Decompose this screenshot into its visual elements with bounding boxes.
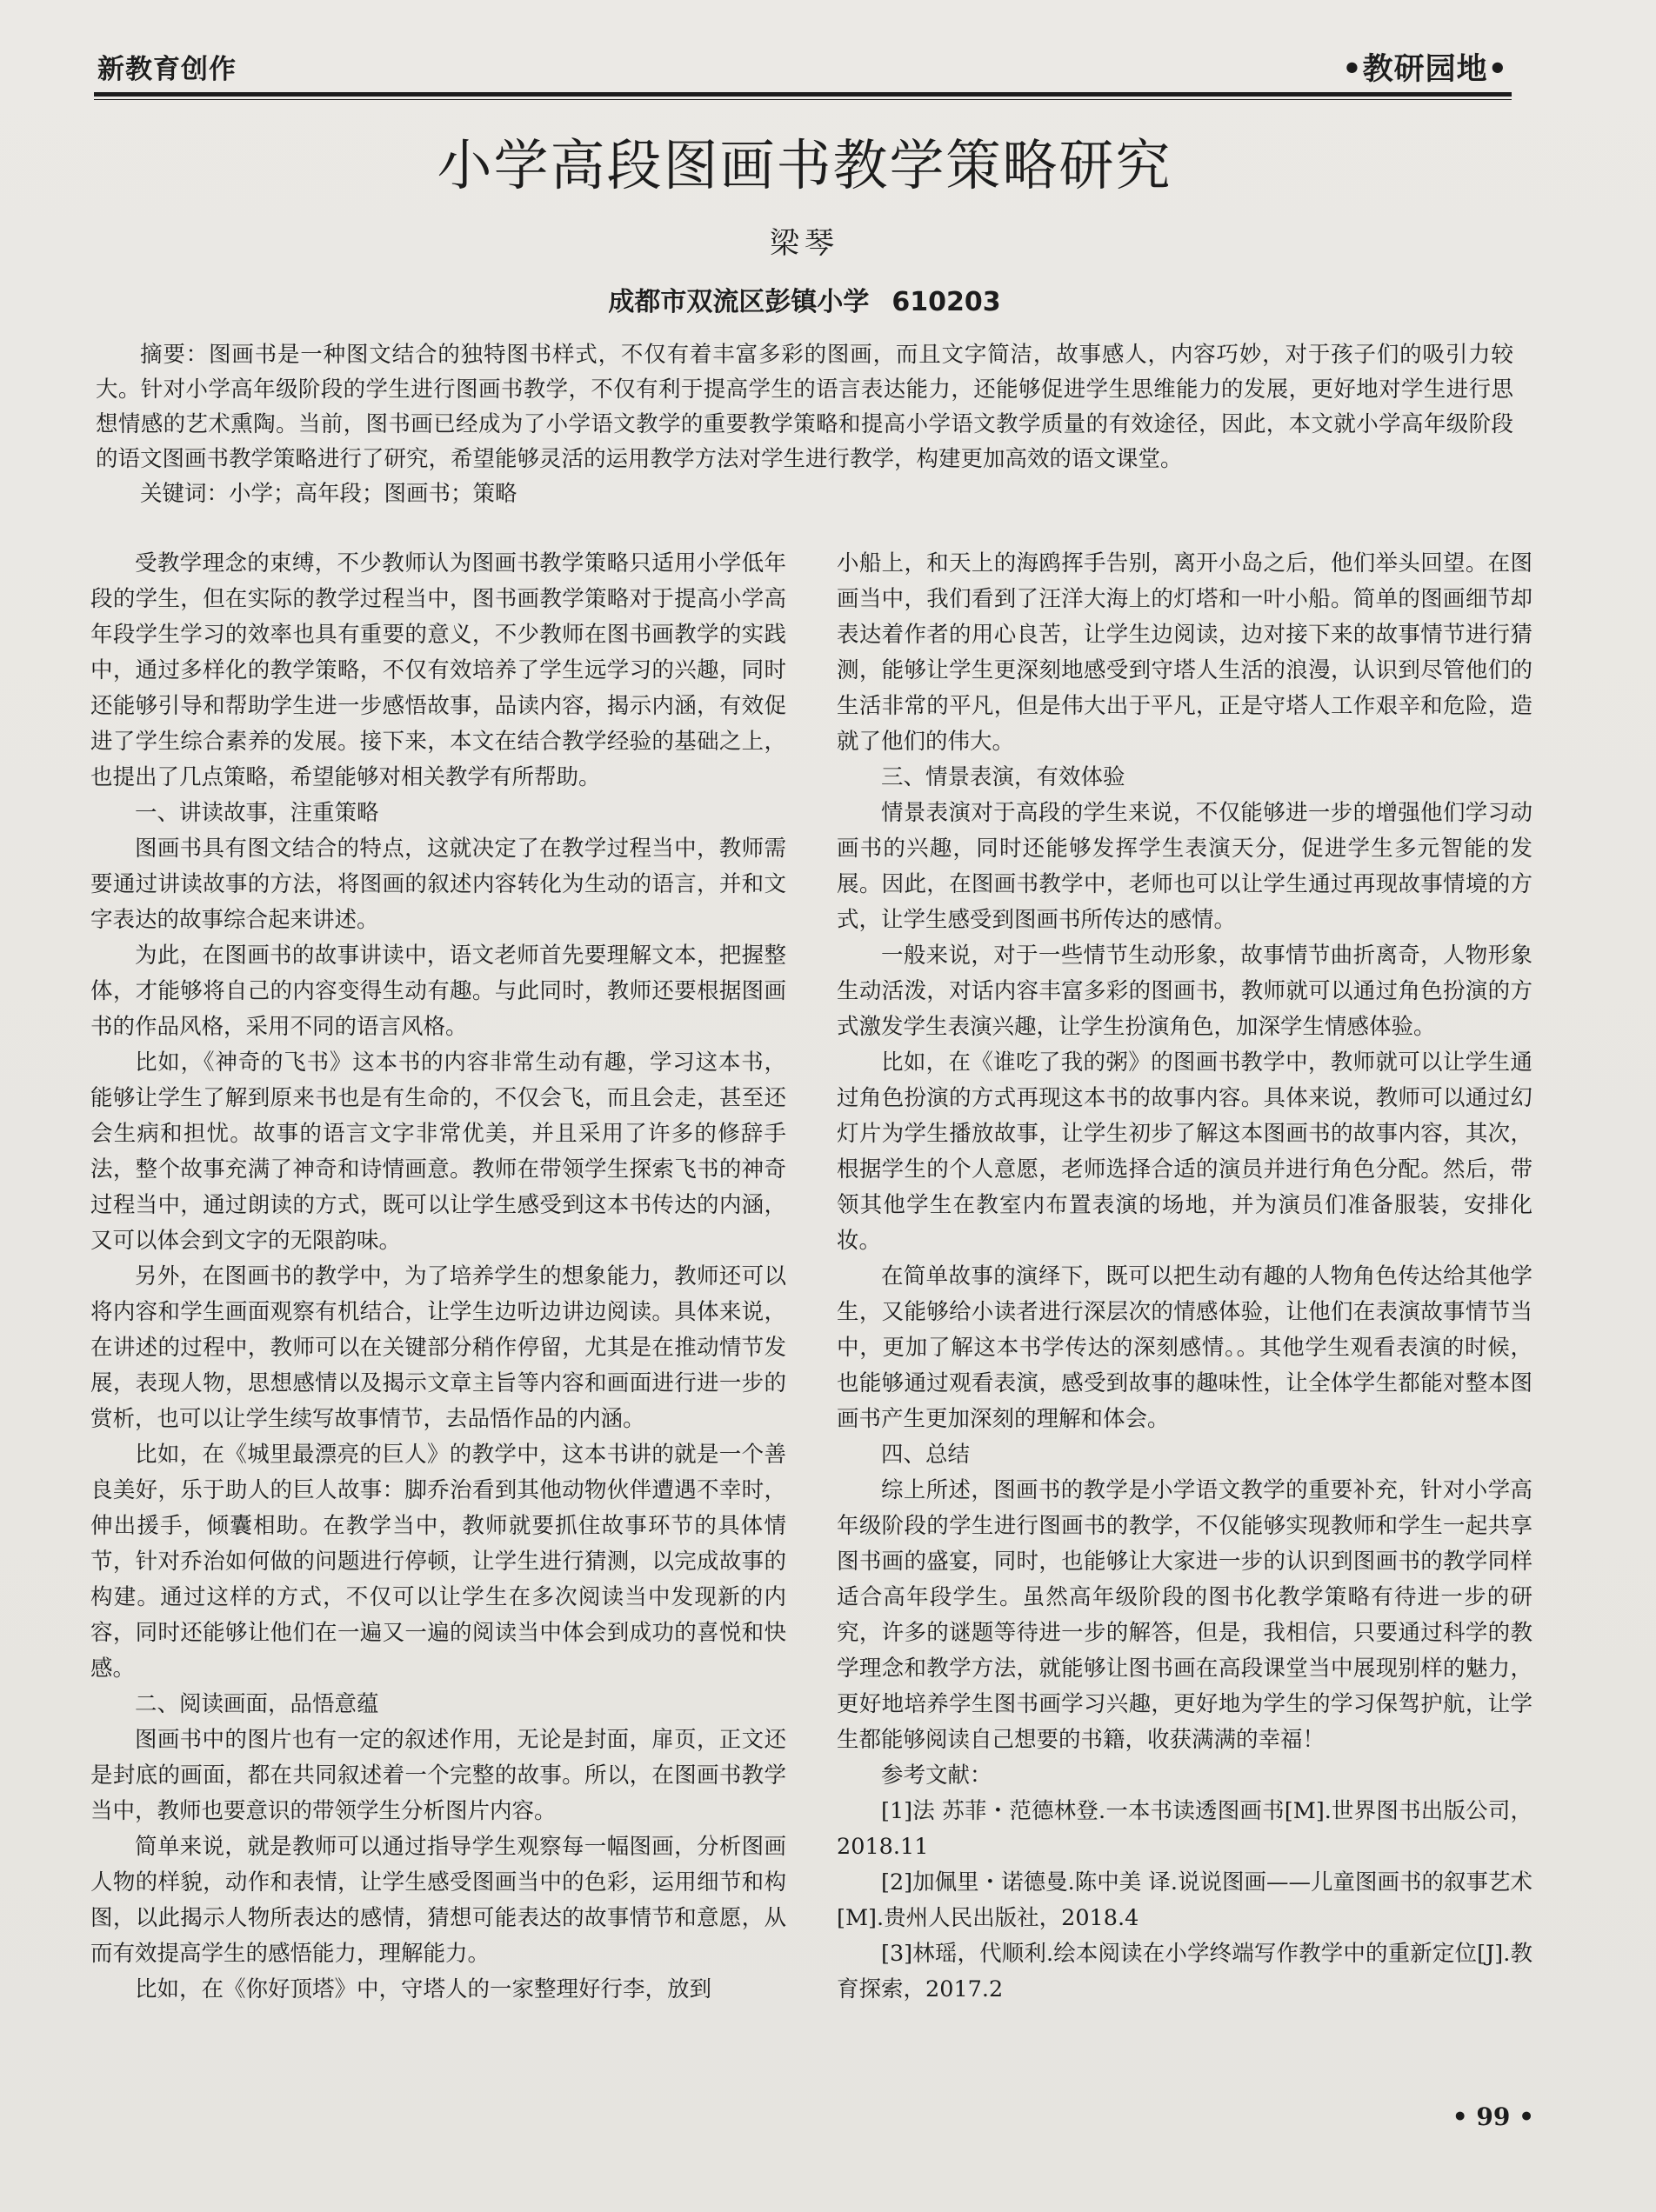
paragraph: 小船上，和天上的海鸥挥手告别，离开小岛之后，他们举头回望。在图画当中，我们看到了汪洋大海上的灯塔和一叶小船。简单的图画细节却表达着作者的用心良苦，让学生边阅读，边对接下来的故事情节进行猜测，能够让学生更深刻地感受到守塔人生活的浪漫，认识到尽管他们的生活非常的平凡，但是伟大出于平凡，正是守塔人工作艰辛和危险，造就了他们的伟大。 <box>837 550 1532 755</box>
header-rule-thick <box>94 92 1512 97</box>
reference-item: [3]林瑶，代顺利.绘本阅读在小学终端写作教学中的重新定位[J].教育探索，2017.2 <box>837 1941 1532 2002</box>
author-name: 梁琴 <box>770 226 839 261</box>
left-column <box>90 546 786 2008</box>
page-number: • 99 • <box>1452 2102 1534 2131</box>
paragraph: 一般来说，对于一些情节生动形象，故事情节曲折离奇，人物形象生动活泼，对话内容丰富多彩的图画书，教师就可以通过角色扮演的方式激发学生表演兴趣，让学生扮演角色，加深学生情感体验。 <box>837 943 1532 1040</box>
paragraph: 在简单故事的演绎下，既可以把生动有趣的人物角色传达给其他学生，又能够给小读者进行深层次的情感体验，让他们在表演故事情节当中，更加了解这本书学传达的深刻感情。。其他学生观看表演的时候，也能够通过观看表演，感受到故事的趣味性，让全体学生都能对整本图画书产生更加深刻的理解和体会。 <box>837 1263 1532 1432</box>
reference-item: [2]加佩里・诺德曼.陈中美 译.说说图画——儿童图画书的叙事艺术[M].贵州人民出版社，2018.4 <box>837 1869 1532 1931</box>
paragraph: 受教学理念的束缚，不少教师认为图画书教学策略只适用小学低年段的学生，但在实际的教学过程当中，图书画教学策略对于提高小学高年段学生学习的效率也具有重要的意义，不少教师在图书画教学的实践中，通过多样化的教学策略，不仅有效培养了学生远学习的兴趣，同时还能够引导和帮助学生进一步感悟故事，品读内容，揭示内涵，有效促进了学生综合素养的发展。接下来，本文在结合教学经验的基础之上，也提出了几点策略，希望能够对相关教学有所帮助。 <box>90 550 786 790</box>
reference-item: [1]法 苏菲・范德林登.一本书读透图画书[M].世界图书出版公司，2018.11 <box>837 1798 1532 1860</box>
paragraph: 图画书具有图文结合的特点，这就决定了在教学过程当中，教师需要通过讲读故事的方法，将图画的叙述内容转化为生动的语言，并和文字表达的故事综合起来讲述。 <box>90 836 786 933</box>
paragraph: 情景表演对于高段的学生来说，不仅能够进一步的增强他们学习动画书的兴趣，同时还能够发挥学生表演天分，促进学生多元智能的发展。因此，在图画书教学中，老师也可以让学生通过再现故事情境的方式，让学生感受到图画书所传达的感情。 <box>837 800 1532 933</box>
affiliation <box>0 280 1609 318</box>
paragraph: 比如，在《谁吃了我的粥》的图画书教学中，教师就可以让学生通过角色扮演的方式再现这本书的故事内容。具体来说，教师可以通过幻灯片为学生播放故事，让学生初步了解这本图画书的故事内容，其次，根据学生的个人意愿，老师选择合适的演员并进行角色分配。然后，带领其他学生在教室内布置表演的场地，并为演员们准备服装，安排化妆。 <box>837 1049 1532 1254</box>
references-heading: 参考文献： <box>881 1762 992 1789</box>
section-heading: 四、总结 <box>881 1442 971 1468</box>
header-rule-thin <box>94 99 1512 100</box>
abstract-block <box>96 337 1513 511</box>
paragraph: 比如，《神奇的飞书》这本书的内容非常生动有趣，学习这本书，能够让学生了解到原来书也是有生命的，不仅会飞，而且会走，甚至还会生病和担忧。故事的语言文字非常优美，并且采用了许多的修辞手法，整个故事充满了神奇和诗情画意。教师在带领学生探索飞书的神奇过程当中，通过朗读的方式，既可以让学生感受到这本书传达的内涵，又可以体会到文字的无限韵味。 <box>90 1049 786 1254</box>
section-heading: 三、情景表演，有效体验 <box>881 764 1125 790</box>
section-heading: 一、讲读故事，注重策略 <box>135 800 379 826</box>
paragraph: 另外，在图画书的教学中，为了培养学生的想象能力，教师还可以将内容和学生画面观察有机结合，让学生边听边讲边阅读。具体来说，在讲述的过程中，教师可以在关键部分稍作停留，尤其是在推动情节发展，表现人物，思想感情以及揭示文章主旨等内容和画面进行进一步的赏析，也可以让学生续写故事情节，去品悟作品的内涵。 <box>90 1263 786 1432</box>
section-heading: 二、阅读画面，品悟意蕴 <box>135 1691 379 1717</box>
paragraph: 为此，在图画书的故事讲读中，语文老师首先要理解文本，把握整体，才能够将自己的内容变得生动有趣。与此同时，教师还要根据图画书的作品风格，采用不同的语言风格。 <box>90 943 786 1040</box>
paragraph: 简单来说，就是教师可以通过指导学生观察每一幅图画，分析图画人物的样貌，动作和表情，让学生感受图画当中的色彩，运用细节和构图，以此揭示人物所表达的感情，猜想可能表达的故事情节和意愿，从而有效提高学生的感悟能力，理解能力。 <box>90 1834 786 1967</box>
paragraph: 综上所述，图画书的教学是小学语文教学的重要补充，针对小学高年级阶段的学生进行图画书的教学，不仅能够实现教师和学生一起共享图书画的盛宴，同时，也能够让大家进一步的认识到图画书的教学同样适合高年段学生。虽然高年级阶段的图书化教学策略有待进一步的研究，许多的谜题等待进一步的解答，但是，我相信，只要通过科学的教学理念和教学方法，就能够让图书画在高段课堂当中展现别样的魅力，更好地培养学生图书画学习兴趣，更好地为学生的学习保驾护航，让学生都能够阅读自己想要的书籍，收获满满的幸福！ <box>837 1477 1532 1753</box>
keywords-text: 关键词：小学；高年段；图画书；策略 <box>140 481 518 507</box>
abstract-text: 摘要：图画书是一种图文结合的独特图书样式，不仅有着丰富多彩的图画，而且文字简洁，故事感人，内容巧妙，对于孩子们的吸引力较大。针对小学高年级阶段的学生进行图画书教学，不仅有利于提高学生的语言表达能力，还能够促进学生思维能力的发展，更好地对学生进行思想情感的艺术熏陶。当前，图书画已经成为了小学语文教学的重要教学策略和提高小学语文教学质量的有效途径，因此，本文就小学高年级阶段的语文图画书教学策略进行了研究，希望能够灵活的运用教学方法对学生进行教学，构建更加高效的语文课堂。 <box>96 342 1513 472</box>
paragraph: 比如，在《城里最漂亮的巨人》的教学中，这本书讲的就是一个善良美好，乐于助人的巨人故事：脚乔治看到其他动物伙伴遭遇不幸时，伸出援手，倾囊相助。在教学当中，教师就要抓住故事环节的具体情节，针对乔治如何做的问题进行停顿，让学生进行猜测，以完成故事的构建。通过这样的方式，不仅可以让学生在多次阅读当中发现新的内容，同时还能够让他们在一遍又一遍的阅读当中体会到成功的喜悦和快感。 <box>90 1442 786 1682</box>
right-column <box>837 546 1532 2008</box>
article-title: 小学高段图画书教学策略研究 <box>437 134 1172 197</box>
paragraph: 图画书中的图片也有一定的叙述作用，无论是封面，扉页，正文还是封底的画面，都在共同叙述着一个完整的故事。所以，在图画书教学当中，教师也要意识的带领学生分析图片内容。 <box>90 1727 786 1824</box>
section-name: •教研园地• <box>1342 52 1508 87</box>
journal-name: 新教育创作 <box>97 54 237 85</box>
affiliation-school: 成都市双流区彭镇小学 <box>608 287 870 317</box>
affiliation-postcode: 610203 <box>891 287 1001 317</box>
paragraph: 比如，在《你好顶塔》中，守塔人的一家整理好行李，放到 <box>135 1976 712 2002</box>
